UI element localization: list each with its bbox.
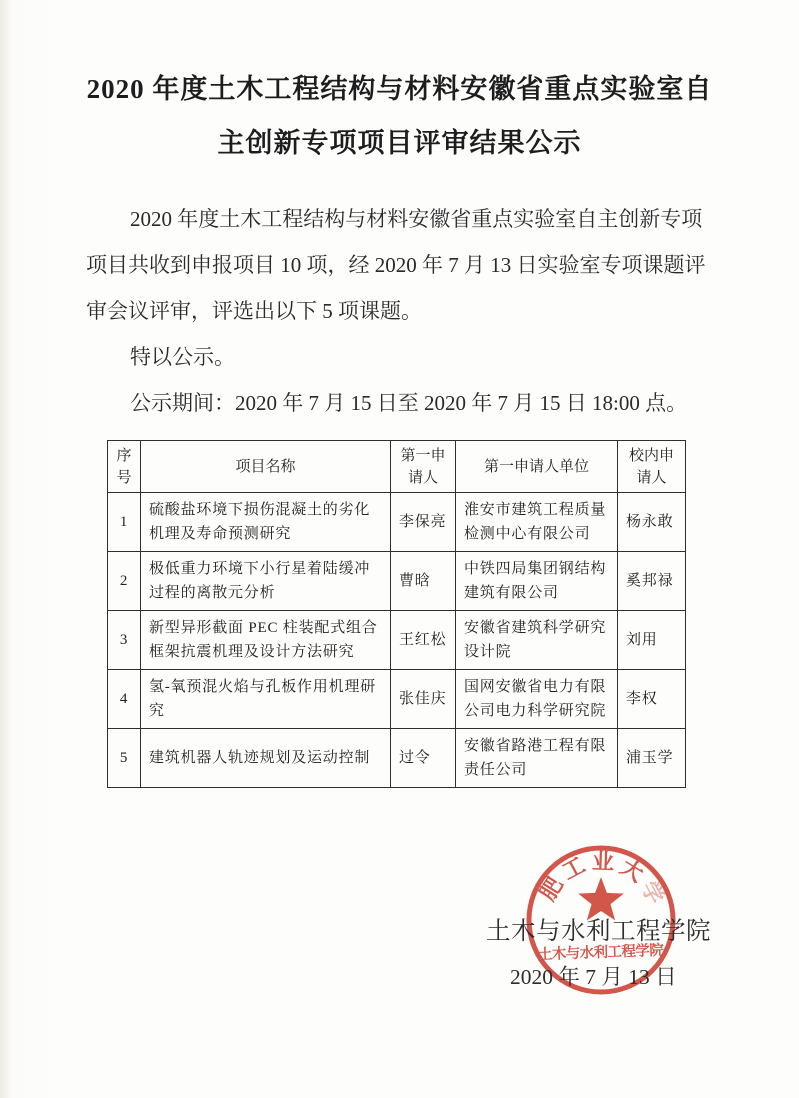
paragraph-1-line-1: 2020 年度土木工程结构与材料安徽省重点实验室自主创新专项	[130, 207, 703, 231]
signature-date: 2020 年 7 月 13 日	[510, 965, 677, 989]
table-row	[108, 493, 686, 552]
table-row	[108, 670, 686, 729]
seal-ring-char: 业	[591, 848, 615, 875]
first-applicant-org: 安徽省路港工程有限责任公司	[456, 729, 618, 788]
signature-organization: 土木与水利工程学院	[486, 918, 711, 945]
paragraph-3-announcement-period: 公示期间：2020 年 7 月 15 日至 2020 年 7 月 15 日 18:00 点。	[130, 391, 688, 415]
first-applicant-org: 中铁四局集团钢结构建筑有限公司	[456, 552, 618, 611]
seal-ring-char: 肥	[534, 873, 568, 905]
seal-ring-char: 大	[616, 853, 648, 887]
project-name: 氢-氧预混火焰与孔板作用机理研究	[141, 670, 391, 729]
table-row	[108, 729, 686, 788]
project-name: 新型异形截面 PEC 柱装配式组合框架抗震机理及设计方法研究	[141, 611, 391, 670]
first-applicant: 李保亮	[391, 493, 456, 552]
campus-applicant: 李权	[618, 670, 686, 729]
seal-ring-char-faint: 学	[636, 876, 669, 909]
seal-banner-text: 土木与水利工程学院	[537, 942, 665, 964]
serial-number: 4	[108, 670, 141, 729]
first-applicant-org: 安徽省建筑科学研究设计院	[456, 611, 618, 670]
serial-number: 5	[108, 729, 141, 788]
campus-applicant: 杨永敢	[618, 493, 686, 552]
header-first-applicant: 第一申请人	[391, 441, 456, 493]
campus-applicant: 奚邦禄	[618, 552, 686, 611]
table-header-row	[108, 441, 686, 493]
project-name: 建筑机器人轨迹规划及运动控制	[141, 729, 391, 788]
first-applicant: 曹晗	[391, 552, 456, 611]
project-name: 极低重力环境下小行星着陆缓冲过程的离散元分析	[141, 552, 391, 611]
header-campus-applicant: 校内申请人	[618, 441, 686, 493]
first-applicant-org: 国网安徽省电力有限公司电力科学研究院	[456, 670, 618, 729]
first-applicant: 张佳庆	[391, 670, 456, 729]
paragraph-2: 特以公示。	[130, 345, 235, 369]
first-applicant: 过令	[391, 729, 456, 788]
serial-number: 3	[108, 611, 141, 670]
campus-applicant: 浦玉学	[618, 729, 686, 788]
header-first-applicant-org: 第一申请人单位	[456, 441, 618, 493]
serial-number: 1	[108, 493, 141, 552]
paragraph-1-line-2: 项目共收到申报项目 10 项，经 2020 年 7 月 13 日实验室专项课题评	[86, 253, 706, 277]
campus-applicant: 刘用	[618, 611, 686, 670]
page-title-line-2: 主创新专项项目评审结果公示	[217, 128, 582, 158]
paragraph-1-line-3: 审会议评审，评选出以下 5 项课题。	[86, 299, 422, 323]
first-applicant-org: 淮安市建筑工程质量检测中心有限公司	[456, 493, 618, 552]
page-title-line-1: 2020 年度土木工程结构与材料安徽省重点实验室自	[86, 74, 713, 104]
serial-number: 2	[108, 552, 141, 611]
seal-ring-char: 工	[557, 852, 590, 885]
table-row	[108, 611, 686, 670]
table-row	[108, 552, 686, 611]
header-project-name: 项目名称	[141, 441, 391, 493]
results-table	[107, 440, 686, 788]
header-serial-number: 序号	[108, 441, 141, 493]
page-title	[86, 62, 713, 170]
project-name: 硫酸盐环境下损伤混凝土的劣化机理及寿命预测研究	[141, 493, 391, 552]
announcement-text	[86, 196, 713, 426]
first-applicant: 王红松	[391, 611, 456, 670]
